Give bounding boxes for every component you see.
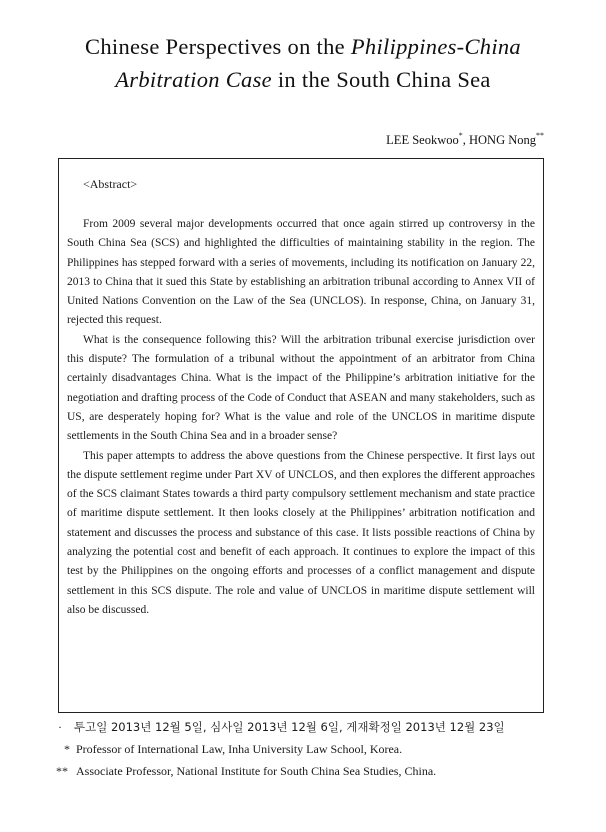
author-line [386, 132, 544, 148]
footnote-author-1-mark: * [64, 742, 70, 756]
title-line-2-plain: in the South China Sea [271, 67, 491, 92]
title-line-2-italic: Arbitration Case [115, 67, 272, 92]
author-1-footnote-mark: * [458, 131, 463, 140]
author-2-footnote-mark: ** [536, 131, 544, 140]
footnote-dates-mark: · [58, 720, 62, 734]
footnote-author-2 [56, 760, 562, 782]
footnotes [56, 716, 562, 782]
abstract-paragraph-1: From 2009 several major developments occurred that once again stirred up controversy in the South China Sea (SCS) and highlighted the difficulties of maintaining stability in the region. The Philippines has stepped forward with a series of movements, including its notification on January 22, 2013 to China that it sued this State by establishing an arbitration tribunal according to Annex VII of United Nations Convention on the Law of the Sea (UNCLOS). In response, China, on January 31, rejected this request. [67, 218, 535, 327]
abstract-heading: <Abstract> [83, 177, 138, 191]
footnote-author-1 [62, 738, 562, 760]
abstract-paragraph-2: What is the consequence following this? Will the arbitration tribunal exercise jurisdiction over this dispute? The formulation of a tribunal without the appointment of an arbitrator from China certainly disadvantages China. What is the impact of the Philippine’s arbitration initiative for the negotiation and drafting process of the Code of Conduct that ASEAN and many stakeholders, such as US, are desperately hoping for? What is the value and role of the UNCLOS in maritime dispute settlements in the South China Sea and in a broader sense? [67, 333, 535, 443]
abstract-paragraph-3: This paper attempts to address the above questions from the Chinese perspective. It first lays out the dispute settlement regime under Part XV of UNCLOS, and then explores the different approaches of the SCS claimant States towards a third party compulsory settlement mechanism and state practice of maritime dispute settlement. It then looks closely at the Philippines’ arbitration notification and statement and discusses the process and substance of this case. It lists possible reactions of China by analyzing the potential cost and benefit of each approach. It continues to explore the impact of this test by the Philippines on the ongoing efforts and processes of a conflict management and dispute settlement in this SCS dispute. The role and value of UNCLOS in maritime dispute settlement will also be discussed. [67, 449, 535, 616]
footnote-dates [58, 716, 562, 738]
footnote-author-2-text: Associate Professor, National Institute for South China Sea Studies, China. [76, 764, 437, 778]
author-1-name: LEE Seokwoo [386, 133, 459, 147]
footnote-author-2-mark: ** [56, 764, 68, 778]
footnote-author-1-text: Professor of International Law, Inha University Law School, Korea. [76, 742, 403, 756]
footnote-dates-text: 투고일 2013년 12월 5일, 심사일 2013년 12월 6일, 게재확정일 2013년 12월 23일 [74, 720, 505, 734]
title-line-1-plain: Chinese Perspectives on the [85, 34, 351, 59]
title-line-1 [0, 30, 606, 63]
author-separator: , [462, 133, 469, 147]
author-2-name: HONG Nong [468, 133, 536, 147]
title-line-2 [0, 63, 606, 96]
title-line-1-italic: Philippines-China [350, 34, 521, 59]
abstract-body [67, 215, 535, 620]
paper-title [0, 30, 606, 96]
abstract-box [58, 158, 544, 713]
